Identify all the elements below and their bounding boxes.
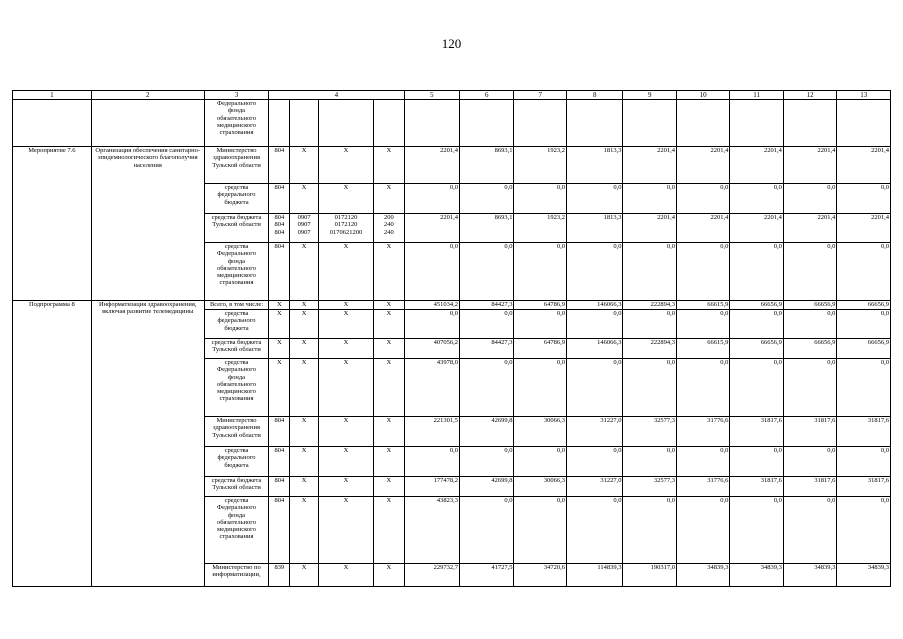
budget-code-text: 804: [274, 447, 285, 454]
amount-cell: 8693,1: [460, 214, 514, 243]
funding-source-text: средства федерального бюджета: [217, 184, 256, 206]
amount-cell: 1923,2: [514, 214, 566, 243]
amount-cell: 0,0: [404, 310, 460, 339]
funding-source-text: средства бюджета Тульской области: [211, 477, 262, 492]
budget-code-text: X: [343, 417, 349, 424]
amount-cell: 0,0: [783, 359, 836, 417]
budget-code-cell: [318, 447, 374, 477]
amount-cell: 31776,6: [676, 417, 729, 447]
budget-code-text: X: [301, 447, 307, 454]
budget-code-text: 804: [274, 417, 285, 424]
funding-source-text: Федерального фонда обязательного медицинского страхования: [216, 100, 257, 137]
amount-cell: 2201,4: [623, 214, 676, 243]
budget-code-text: X: [343, 497, 349, 504]
budget-code-cell: [269, 147, 290, 184]
amount-cell: 146066,3: [566, 301, 623, 310]
budget-code-cell: [318, 147, 374, 184]
amount-cell: 32577,3: [623, 477, 676, 497]
budget-code-text: X: [343, 339, 349, 346]
amount-cell: 66656,9: [837, 339, 891, 359]
amount-cell: 0,0: [837, 243, 891, 301]
header-cell: 11: [730, 91, 783, 100]
budget-code-cell: [269, 564, 290, 587]
budget-code-cell: [318, 417, 374, 447]
amount-cell: 0,0: [514, 310, 566, 339]
budget-code-text: X: [386, 447, 392, 454]
budget-code-cell: [269, 243, 290, 301]
budget-code-cell: [269, 100, 290, 147]
funding-source-text: средства федерального бюджета: [217, 447, 256, 469]
amount-cell: 0,0: [514, 184, 566, 214]
amount-cell: 66615,9: [676, 301, 729, 310]
amount-cell: 34839,3: [783, 564, 836, 587]
amount-cell: 0,0: [566, 359, 623, 417]
amount-cell: 0,0: [623, 243, 676, 301]
amount-cell: 34839,3: [730, 564, 783, 587]
budget-table: [12, 90, 891, 587]
amount-cell: 64786,9: [514, 301, 566, 310]
amount-cell: 31817,6: [730, 417, 783, 447]
funding-source-text: Всего, в том числе:: [209, 301, 264, 308]
amount-cell: 0,0: [676, 359, 729, 417]
amount-cell: 0,0: [514, 497, 566, 564]
amount-cell: 0,0: [837, 447, 891, 477]
amount-cell: 66656,9: [783, 301, 836, 310]
budget-code-cell: [374, 100, 404, 147]
amount-cell: 222894,3: [623, 301, 676, 310]
amount-cell: 2201,4: [676, 147, 729, 184]
funding-source-cell: [204, 214, 269, 243]
amount-cell: 32577,3: [623, 417, 676, 447]
page-number: 120: [441, 36, 462, 51]
header-cell: 7: [514, 91, 566, 100]
amount-cell: 190317,0: [623, 564, 676, 587]
budget-code-text: X: [343, 447, 349, 454]
amount-cell: 34839,3: [676, 564, 729, 587]
budget-code-text: X: [301, 564, 307, 571]
amount-cell: 43978,0: [404, 359, 460, 417]
funding-source-cell: [204, 564, 269, 587]
funding-source-text: Министерство здравоохранения Тульской области: [212, 147, 261, 169]
funding-source-cell: [204, 310, 269, 339]
amount-cell: 66656,9: [730, 301, 783, 310]
amount-cell: 41727,5: [460, 564, 514, 587]
header-cell: 2: [91, 91, 204, 100]
budget-code-cell: [269, 310, 290, 339]
amount-cell: 114839,3: [566, 564, 623, 587]
funding-source-cell: [204, 184, 269, 214]
amount-cell: 451034,2: [404, 301, 460, 310]
amount-cell: 0,0: [837, 310, 891, 339]
amount-cell: 0,0: [460, 184, 514, 214]
header-cell: 5: [404, 91, 460, 100]
budget-code-cell: [290, 447, 318, 477]
budget-code-text: X: [343, 147, 349, 154]
amount-cell: 0,0: [566, 497, 623, 564]
amount-cell: 2201,4: [404, 214, 460, 243]
budget-code-text: X: [301, 243, 307, 250]
budget-code-text: X: [343, 184, 349, 191]
amount-cell: 0,0: [676, 497, 729, 564]
budget-code-text: X: [301, 147, 307, 154]
funding-source-cell: [204, 147, 269, 184]
funding-source-cell: [204, 243, 269, 301]
header-cell: 8: [566, 91, 623, 100]
item-code-cell: [13, 100, 92, 147]
budget-code-text: 804: [274, 147, 285, 154]
budget-code-cell: [374, 447, 404, 477]
header-cell: 1: [13, 91, 92, 100]
amount-cell: 34720,6: [514, 564, 566, 587]
amount-cell: 0,0: [783, 243, 836, 301]
amount-cell: 31817,6: [837, 477, 891, 497]
budget-code-cell: [374, 214, 404, 243]
budget-code-cell: [374, 359, 404, 417]
budget-code-text: X: [301, 359, 307, 366]
amount-cell: 0,0: [730, 497, 783, 564]
budget-code-cell: [290, 243, 318, 301]
item-name-cell: [91, 100, 204, 147]
amount-cell: 2201,4: [783, 147, 836, 184]
amount-cell: 43823,3: [404, 497, 460, 564]
item-code-cell: Подпрограмма 8: [13, 301, 92, 587]
budget-code-text: X: [277, 301, 282, 308]
budget-code-text: X: [343, 301, 349, 308]
amount-cell: 30066,3: [514, 417, 566, 447]
amount-cell: 31227,0: [566, 477, 623, 497]
funding-source-cell: [204, 447, 269, 477]
budget-code-cell: [374, 301, 404, 310]
budget-code-text: X: [386, 417, 392, 424]
amount-cell: 31817,6: [730, 477, 783, 497]
amount-cell: 0,0: [460, 243, 514, 301]
budget-code-cell: [290, 301, 318, 310]
amount-cell: 177478,2: [404, 477, 460, 497]
budget-code-text: 804 804 804: [274, 214, 285, 236]
budget-code-cell: [290, 184, 318, 214]
funding-source-cell: [204, 417, 269, 447]
funding-source-cell: [204, 339, 269, 359]
amount-cell: 1923,2: [514, 147, 566, 184]
budget-code-text: X: [386, 310, 392, 317]
budget-code-text: X: [386, 359, 392, 366]
budget-code-text: X: [301, 301, 307, 308]
budget-code-text: X: [343, 310, 349, 317]
amount-cell: 31817,6: [783, 477, 836, 497]
budget-code-text: X: [386, 243, 392, 250]
budget-code-cell: [290, 477, 318, 497]
budget-code-cell: [290, 359, 318, 417]
amount-cell: 0,0: [837, 359, 891, 417]
table-row: [13, 100, 891, 147]
amount-cell: 2201,4: [404, 147, 460, 184]
funding-source-cell: [204, 477, 269, 497]
amount-cell: 0,0: [676, 447, 729, 477]
funding-source-cell: [204, 301, 269, 310]
budget-code-cell: [374, 310, 404, 339]
amount-cell: 0,0: [783, 497, 836, 564]
budget-code-cell: [290, 100, 318, 147]
amount-cell: [514, 100, 566, 147]
budget-code-text: 0172120 0172120 0170621200: [329, 214, 363, 236]
amount-cell: 0,0: [623, 184, 676, 214]
budget-code-text: 804: [274, 477, 285, 484]
budget-code-text: X: [301, 184, 307, 191]
amount-cell: 84427,3: [460, 301, 514, 310]
amount-cell: [676, 100, 729, 147]
amount-cell: 146066,3: [566, 339, 623, 359]
amount-cell: [460, 100, 514, 147]
amount-cell: [404, 100, 460, 147]
amount-cell: 0,0: [730, 184, 783, 214]
funding-source-cell: [204, 497, 269, 564]
amount-cell: 42699,8: [460, 417, 514, 447]
budget-code-text: 839: [274, 564, 285, 571]
funding-source-text: средства Федерального фонда обязательного медицинского страхования: [216, 359, 257, 403]
funding-source-text: средства бюджета Тульской области: [211, 339, 262, 354]
budget-code-text: 0907 0907 0907: [297, 214, 311, 236]
budget-code-cell: [290, 147, 318, 184]
budget-code-text: X: [301, 310, 307, 317]
amount-cell: 407056,2: [404, 339, 460, 359]
budget-code-cell: [269, 417, 290, 447]
amount-cell: 0,0: [566, 184, 623, 214]
amount-cell: 42699,8: [460, 477, 514, 497]
budget-code-text: X: [277, 359, 282, 366]
budget-code-text: X: [386, 147, 392, 154]
budget-code-cell: [269, 359, 290, 417]
budget-code-cell: [374, 497, 404, 564]
funding-source-text: средства федерального бюджета: [217, 310, 256, 332]
budget-code-text: X: [386, 184, 392, 191]
amount-cell: 2201,4: [623, 147, 676, 184]
amount-cell: [566, 100, 623, 147]
amount-cell: 0,0: [783, 184, 836, 214]
amount-cell: 0,0: [676, 310, 729, 339]
amount-cell: 0,0: [730, 359, 783, 417]
amount-cell: 2201,4: [837, 214, 891, 243]
budget-code-cell: [318, 497, 374, 564]
amount-cell: 66656,9: [837, 301, 891, 310]
amount-cell: 222894,3: [623, 339, 676, 359]
budget-code-cell: [269, 184, 290, 214]
amount-cell: 0,0: [566, 310, 623, 339]
budget-code-text: X: [386, 497, 392, 504]
budget-code-text: X: [301, 497, 307, 504]
header-cell: 6: [460, 91, 514, 100]
budget-code-text: X: [343, 243, 349, 250]
budget-code-text: 804: [274, 184, 285, 191]
budget-code-text: X: [301, 339, 307, 346]
budget-code-text: 200 240 240: [383, 214, 394, 236]
budget-code-text: X: [277, 339, 282, 346]
amount-cell: [730, 100, 783, 147]
budget-code-cell: [374, 477, 404, 497]
header-cell: 10: [676, 91, 729, 100]
budget-code-cell: [269, 497, 290, 564]
amount-cell: 0,0: [460, 310, 514, 339]
amount-cell: 2201,4: [676, 214, 729, 243]
budget-code-cell: [290, 214, 318, 243]
budget-code-cell: [269, 447, 290, 477]
amount-cell: [837, 100, 891, 147]
budget-code-text: X: [386, 477, 392, 484]
funding-source-text: средства Федерального фонда обязательного медицинского страхования: [216, 497, 257, 541]
amount-cell: 0,0: [566, 447, 623, 477]
amount-cell: 0,0: [460, 497, 514, 564]
amount-cell: 0,0: [514, 447, 566, 477]
amount-cell: 0,0: [623, 447, 676, 477]
amount-cell: 0,0: [514, 359, 566, 417]
amount-cell: 0,0: [566, 243, 623, 301]
budget-code-text: X: [386, 339, 392, 346]
amount-cell: 0,0: [837, 184, 891, 214]
amount-cell: 1813,3: [566, 214, 623, 243]
header-cell: 3: [204, 91, 269, 100]
budget-code-cell: [374, 184, 404, 214]
amount-cell: 66656,9: [730, 339, 783, 359]
funding-source-text: средства Федерального фонда обязательного медицинского страхования: [216, 243, 257, 287]
table-row: [13, 147, 891, 184]
header-cell: 12: [783, 91, 836, 100]
budget-code-cell: [374, 417, 404, 447]
amount-cell: 1813,3: [566, 147, 623, 184]
header-cell: 4: [269, 91, 404, 100]
amount-cell: 2201,4: [837, 147, 891, 184]
budget-code-text: X: [343, 477, 349, 484]
funding-source-cell: [204, 359, 269, 417]
budget-code-text: X: [343, 564, 349, 571]
amount-cell: 31817,6: [837, 417, 891, 447]
amount-cell: 0,0: [404, 184, 460, 214]
budget-code-cell: [374, 147, 404, 184]
amount-cell: 221301,5: [404, 417, 460, 447]
budget-code-cell: [318, 477, 374, 497]
amount-cell: 34839,3: [837, 564, 891, 587]
budget-code-cell: [318, 301, 374, 310]
header-row: [13, 91, 891, 100]
amount-cell: 31817,6: [783, 417, 836, 447]
amount-cell: 0,0: [404, 243, 460, 301]
amount-cell: 0,0: [514, 243, 566, 301]
budget-code-cell: [318, 339, 374, 359]
amount-cell: 0,0: [730, 310, 783, 339]
budget-code-cell: [290, 564, 318, 587]
amount-cell: 30066,3: [514, 477, 566, 497]
amount-cell: 0,0: [623, 359, 676, 417]
amount-cell: [623, 100, 676, 147]
amount-cell: 0,0: [460, 359, 514, 417]
amount-cell: 229732,7: [404, 564, 460, 587]
budget-code-cell: [374, 243, 404, 301]
budget-code-cell: [318, 184, 374, 214]
budget-code-text: 804: [274, 497, 285, 504]
amount-cell: 0,0: [404, 447, 460, 477]
item-name-cell: Организация обеспечения санитарно-эпидемиологического благополучия населения: [91, 147, 204, 301]
amount-cell: 0,0: [730, 447, 783, 477]
amount-cell: 0,0: [837, 497, 891, 564]
budget-code-text: X: [343, 359, 349, 366]
amount-cell: 0,0: [623, 310, 676, 339]
amount-cell: 0,0: [783, 310, 836, 339]
funding-source-text: средства бюджета Тульской области: [211, 214, 262, 229]
budget-code-cell: [290, 339, 318, 359]
budget-code-text: X: [277, 310, 282, 317]
budget-code-text: X: [386, 564, 392, 571]
amount-cell: [783, 100, 836, 147]
amount-cell: 2201,4: [730, 147, 783, 184]
budget-code-cell: [269, 214, 290, 243]
amount-cell: 0,0: [623, 497, 676, 564]
budget-code-cell: [318, 359, 374, 417]
amount-cell: 8693,1: [460, 147, 514, 184]
table-row: [13, 301, 891, 310]
budget-code-text: 804: [274, 243, 285, 250]
budget-code-text: X: [301, 417, 307, 424]
amount-cell: 31776,6: [676, 477, 729, 497]
budget-code-cell: [269, 477, 290, 497]
budget-code-cell: [374, 564, 404, 587]
header-cell: 13: [837, 91, 891, 100]
budget-code-cell: [290, 417, 318, 447]
budget-code-cell: [318, 214, 374, 243]
amount-cell: 0,0: [676, 243, 729, 301]
budget-code-cell: [318, 243, 374, 301]
amount-cell: 31227,0: [566, 417, 623, 447]
amount-cell: 0,0: [730, 243, 783, 301]
amount-cell: 2201,4: [783, 214, 836, 243]
budget-code-cell: [318, 100, 374, 147]
budget-code-text: X: [301, 477, 307, 484]
amount-cell: 66656,9: [783, 339, 836, 359]
budget-code-cell: [318, 310, 374, 339]
budget-code-cell: [269, 339, 290, 359]
budget-code-cell: [374, 339, 404, 359]
amount-cell: 66615,9: [676, 339, 729, 359]
funding-source-text: Министерство здравоохранения Тульской области: [212, 417, 261, 439]
budget-code-cell: [269, 301, 290, 310]
header-cell: 9: [623, 91, 676, 100]
amount-cell: 0,0: [676, 184, 729, 214]
amount-cell: 2201,4: [730, 214, 783, 243]
item-code-cell: Мероприятие 7.6: [13, 147, 92, 301]
budget-code-cell: [318, 564, 374, 587]
amount-cell: 0,0: [460, 447, 514, 477]
budget-code-cell: [290, 497, 318, 564]
budget-code-cell: [290, 310, 318, 339]
item-name-cell: Информатизация здравоохранения, включая развитие телемедицины: [91, 301, 204, 587]
funding-source-text: Министерство по информатизации,: [212, 564, 261, 579]
amount-cell: 64786,9: [514, 339, 566, 359]
funding-source-cell: [204, 100, 269, 147]
budget-code-text: X: [386, 301, 392, 308]
amount-cell: 0,0: [783, 447, 836, 477]
amount-cell: 84427,3: [460, 339, 514, 359]
